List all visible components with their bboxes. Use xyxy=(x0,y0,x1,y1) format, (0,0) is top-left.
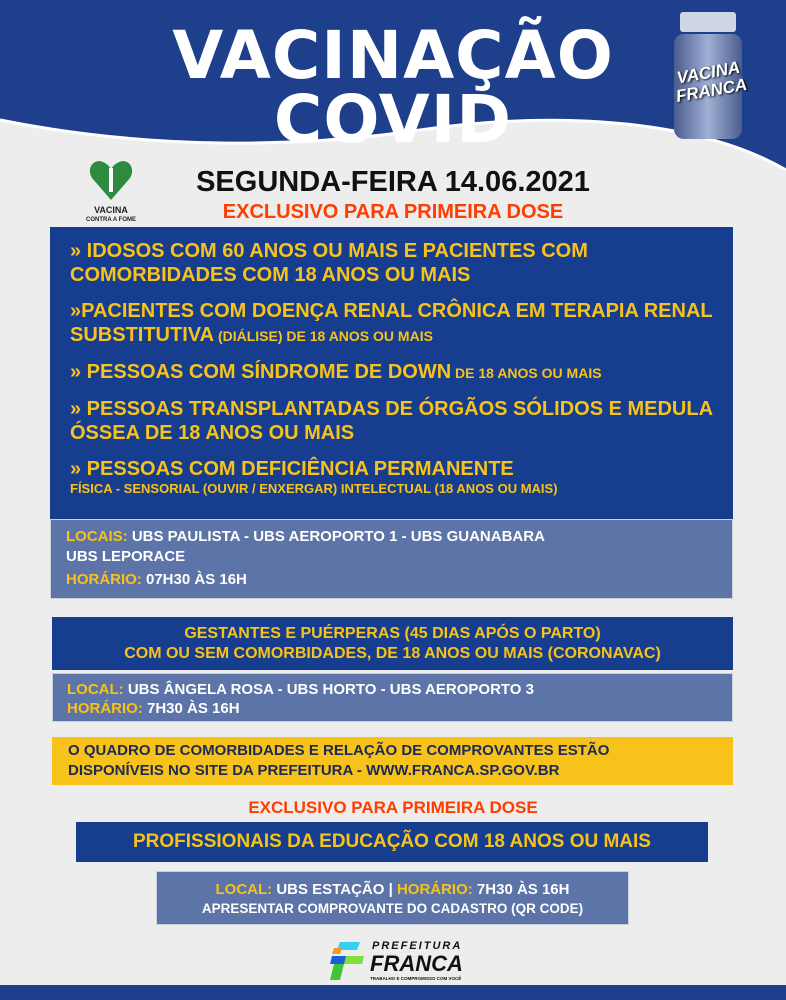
footer-bar xyxy=(0,985,786,1000)
comorbidity-notice-box: O QUADRO DE COMORBIDADES E RELAÇÃO DE COMPROVANTES ESTÃO DISPONÍVEIS NO SITE DA PREFEITURA - WWW.FRANCA.SP.GOV.BR xyxy=(52,737,733,785)
group-item: » IDOSOS COM 60 ANOS OU MAIS E PACIENTES COM COMORBIDADES COM 18 ANOS OU MAIS xyxy=(70,240,588,286)
group-item: » PESSOAS COM DEFICIÊNCIA PERMANENTE FÍSICA - SENSORIAL (OUVIR / ENXERGAR) INTELECTUAL (18 ANOS OU MAIS) xyxy=(70,458,558,496)
pregnant-locations-box: LOCAL: UBS ÂNGELA ROSA - UBS HORTO - UBS AEROPORTO 3 HORÁRIO: 7H30 ÀS 16H xyxy=(52,673,733,722)
education-group-box: PROFISSIONAIS DA EDUCAÇÃO COM 18 ANOS OU MAIS xyxy=(76,822,708,862)
group-item: »PACIENTES COM DOENÇA RENAL CRÔNICA EM TERAPIA RENAL SUBSTITUTIVA (DIÁLISE) DE 18 ANOS OU MAIS xyxy=(70,300,713,346)
date-heading: SEGUNDA-FEIRA 14.06.2021 xyxy=(196,166,590,198)
vacina-contra-a-fome-logo: VACINA CONTRA A FOME xyxy=(78,160,144,224)
exclusive-label-2: EXCLUSIVO PARA PRIMEIRA DOSE xyxy=(248,798,538,817)
education-locations-box: LOCAL: UBS ESTAÇÃO | HORÁRIO: 7H30 ÀS 16H APRESENTAR COMPROVANTE DO CADASTRO (QR CODE) xyxy=(156,871,629,925)
title-line1: VACINAÇÃO xyxy=(172,17,614,94)
pregnant-group-box: GESTANTES E PUÉRPERAS (45 DIAS APÓS O PARTO) COM OU SEM COMORBIDADES, DE 18 ANOS OU MAIS (CORONAVAC) xyxy=(52,617,733,670)
vaccine-vial-logo: VACINA FRANCA xyxy=(660,12,760,142)
group-item: » PESSOAS COM SÍNDROME DE DOWN DE 18 ANOS OU MAIS xyxy=(70,361,602,383)
locations-box: LOCAIS: UBS PAULISTA - UBS AEROPORTO 1 - UBS GUANABARA UBS LEPORACE HORÁRIO: 07H30 ÀS 16H xyxy=(50,519,733,599)
group-item: » PESSOAS TRANSPLANTADAS DE ÓRGÃOS SÓLIDOS E MEDULA ÓSSEA DE 18 ANOS OU MAIS xyxy=(70,398,713,444)
exclusive-label: EXCLUSIVO PARA PRIMEIRA DOSE xyxy=(222,201,564,223)
title-line2: COVID xyxy=(273,81,513,158)
priority-groups-box xyxy=(50,227,733,519)
prefeitura-franca-logo: PREFEITURA FRANCA TRABALHO E COMPROMISSO COM VOCÊ xyxy=(330,940,460,984)
